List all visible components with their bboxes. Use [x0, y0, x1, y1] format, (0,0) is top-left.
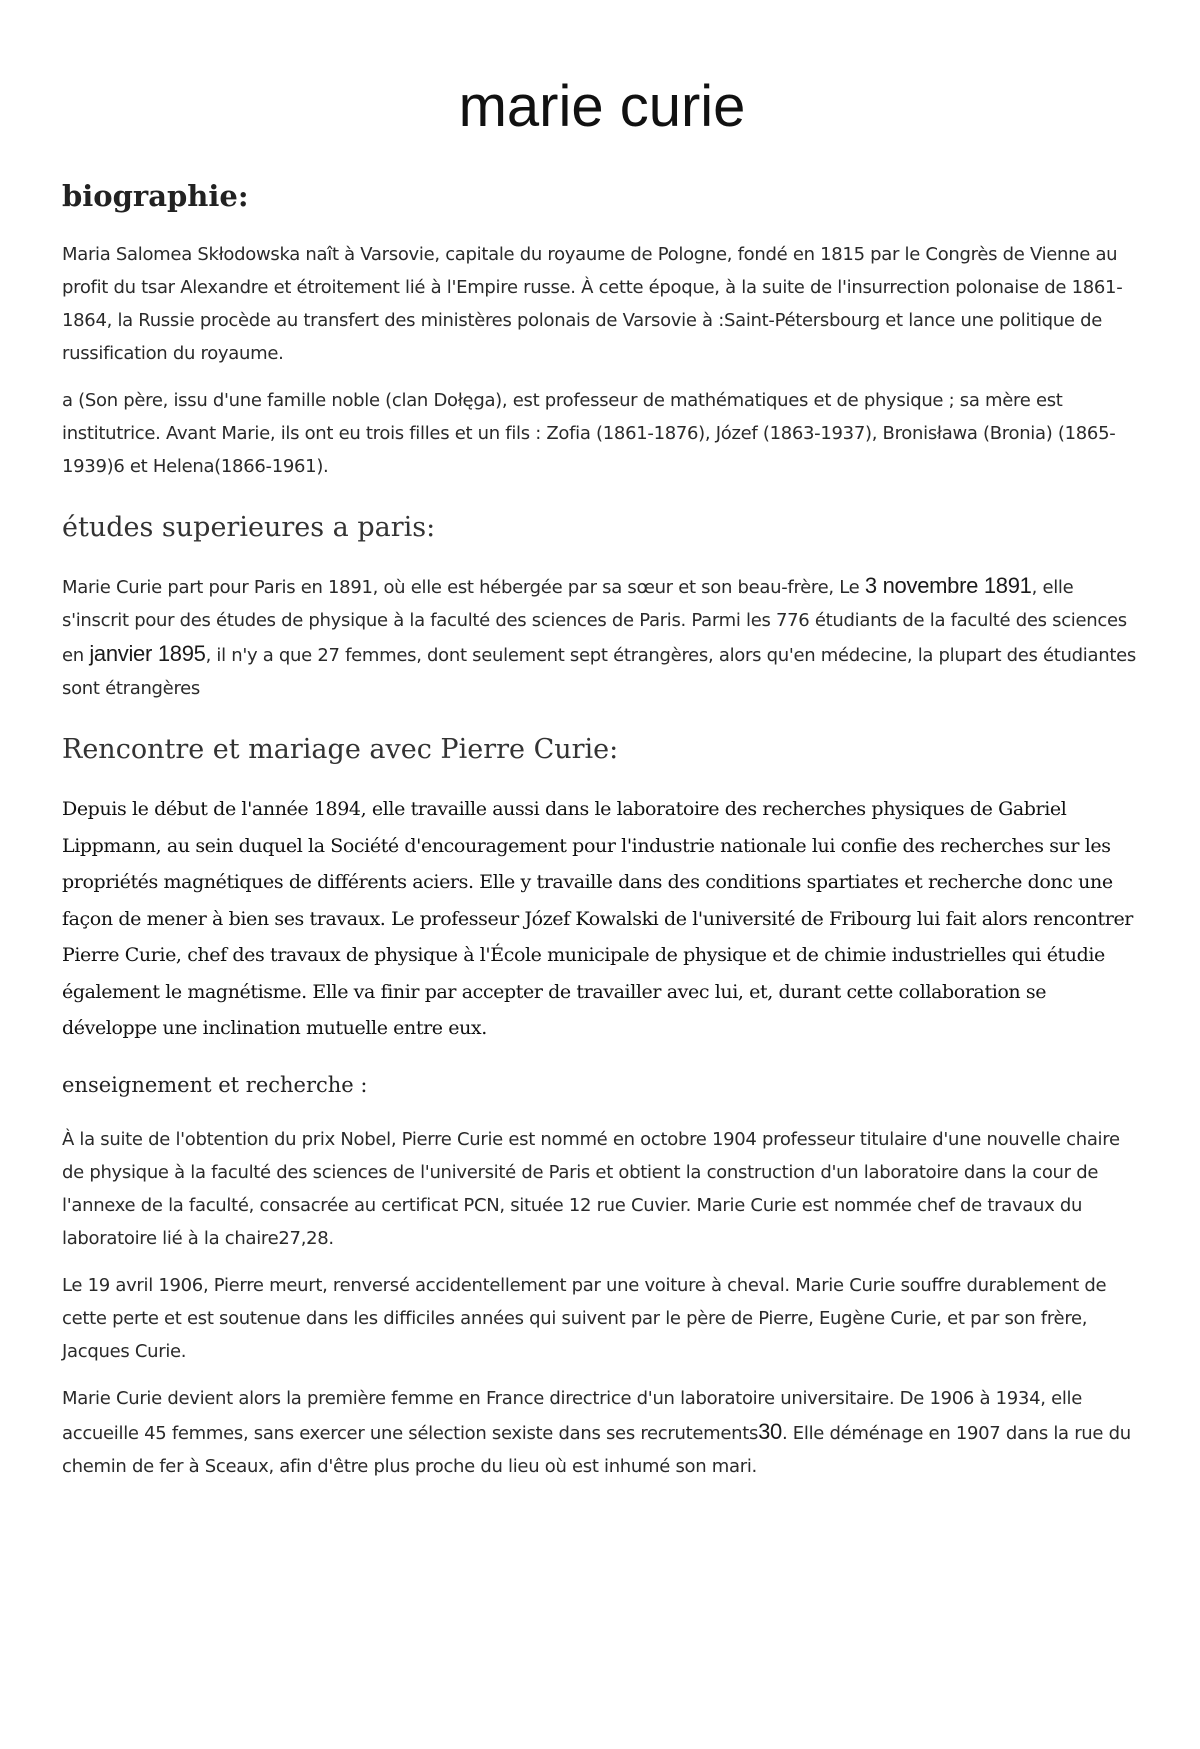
section-heading-etudes: études superieures a paris:	[62, 512, 436, 543]
text-run: Marie Curie part pour Paris en 1891, où elle est hébergée par sa sœur et son beau-frère, Le	[62, 577, 865, 598]
text-run: Marie Curie devient alors la première femme en France directrice d'un laboratoire universitaire. De 1906 à 1934, elle accueille 45 femmes, sans exercer une sélection sexiste dans ses recrutements	[62, 1387, 1083, 1444]
section-heading-biographie: biographie:	[62, 179, 249, 213]
paragraph-etudes-1	[62, 569, 1142, 705]
section-heading-enseignement: enseignement et recherche :	[62, 1072, 368, 1097]
text-run: . Elle déménage en 1907 dans la rue du chemin de fer à Sceaux, afin d'être plus proche du lieu où est inhumé son mari.	[62, 1422, 1131, 1477]
footnote-number: 30	[758, 1418, 782, 1444]
paragraph-enseignement-2: Le 19 avril 1906, Pierre meurt, renversé accidentellement par une voiture à cheval. Marie Curie souffre durablement de cette perte et est soutenue dans les difficiles années qui suivent par le père de Pierre, Eugène Curie, et par son frère, Jacques Curie.	[62, 1274, 1107, 1362]
paragraph-biographie-2: a (Son père, issu d'une famille noble (clan Dołęga), est professeur de mathématiques et de physique ; sa mère est institutrice. Avant Marie, ils ont eu trois filles et un fils : Zofia (1861-1876), Józef (1863-1937), Bronisława (Bronia) (1865-1939)6 et Helena(1866-1961).	[62, 390, 1116, 477]
document-page	[62, 0, 1142, 1483]
paragraph-biographie-1: Maria Salomea Skłodowska naît à Varsovie, capitale du royaume de Pologne, fondé en 1815 par le Congrès de Vienne au profit du tsar Alexandre et étroitement lié à l'Empire russe. À cette époque, à la suite de l'insurrection polonaise de 1861-1864, la Russie procède au transfert des ministères polonais de Varsovie à :Saint-Pétersbourg et lance une politique de russification du royaume.	[62, 244, 1123, 364]
text-run: , elle s'inscrit pour des études de physique à la faculté des sciences de Paris. Parmi les 776 étudiants de la faculté des sciences en	[62, 577, 1127, 666]
paragraph-enseignement-1: À la suite de l'obtention du prix Nobel, Pierre Curie est nommé en octobre 1904 professeur titulaire d'une nouvelle chaire de physique à la faculté des sciences de l'université de Paris et obtient la construction d'un laboratoire dans la cour de l'annexe de la faculté, consacrée au certificat PCN, située 12 rue Cuvier. Marie Curie est nommée chef de travaux du laboratoire lié à la chaire27,28.	[62, 1128, 1120, 1249]
date-run: janvier 1895	[89, 641, 206, 666]
section-heading-rencontre: Rencontre et mariage avec Pierre Curie:	[62, 734, 619, 765]
text-run: , il n'y a que 27 femmes, dont seulement sept étrangères, alors qu'en médecine, la plupart des étudiantes sont étrangères	[62, 645, 1136, 699]
paragraph-enseignement-3	[62, 1382, 1142, 1483]
document-title: marie curie	[458, 74, 746, 139]
date-run: 3 novembre 1891	[864, 573, 1032, 598]
paragraph-rencontre-1: Depuis le début de l'année 1894, elle travaille aussi dans le laboratoire des recherches physiques de Gabriel Lippmann, au sein duquel la Société d'encouragement pour l'industrie nationale lui confie des recherches sur les propriétés magnétiques de différents aciers. Elle y travaille dans des conditions spartiates et recherche donc une façon de mener à bien ses travaux. Le professeur Józef Kowalski de l'université de Fribourg lui fait alors rencontrer Pierre Curie, chef des travaux de physique à l'École municipale de physique et de chimie industrielles qui étudie également le magnétisme. Elle va finir par accepter de travailler avec lui, et, durant cette collaboration se développe une inclination mutuelle entre eux.	[62, 798, 1133, 1039]
